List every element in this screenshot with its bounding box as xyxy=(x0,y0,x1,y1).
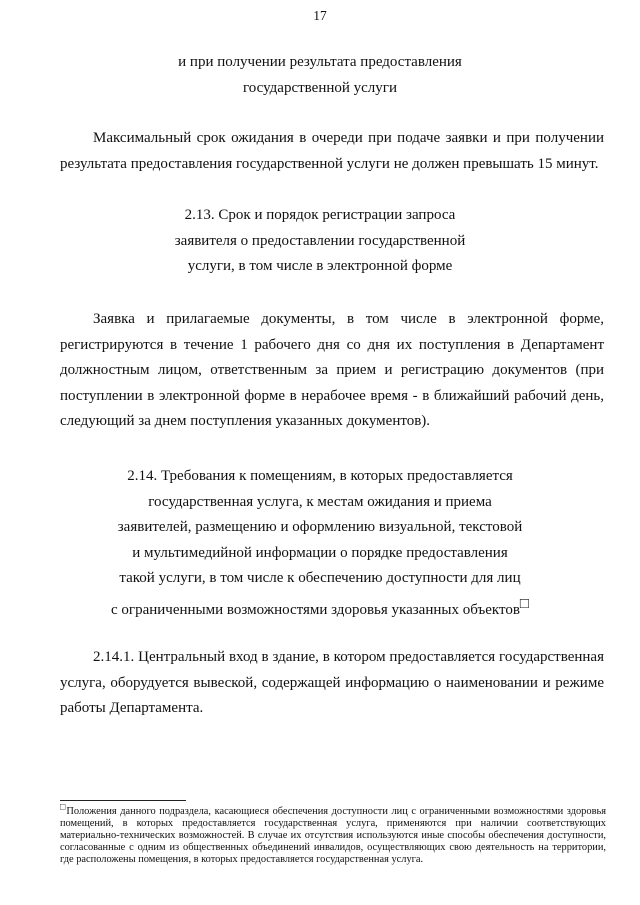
heading-line: и мультимедийной информации о порядке предоставления xyxy=(132,544,508,561)
footnote-reference-marker: □ xyxy=(519,595,529,612)
heading-line-text: с ограниченными возможностями здоровья указанных объектов xyxy=(111,601,520,618)
heading-line: 2.14. Требования к помещениям, в которых предоставляется xyxy=(127,468,513,484)
page-number: 17 xyxy=(313,8,327,23)
paragraph-registration: Заявка и прилагаемые документы, в том числе в электронной форме, регистрируются в течение 1 рабочего дня со дня их поступления в Департамент должностным лицом, ответственным за прием и регистрацию документов (при поступлении в электронной форме в нерабочее время - в ближайший рабочий день, следующий за днем поступления указанных документов). xyxy=(60,311,604,429)
heading-line: государственной услуги xyxy=(243,79,397,96)
heading-line: государственная услуга, к местам ожидания и приема xyxy=(148,493,492,510)
section-heading-2-13 xyxy=(60,203,580,280)
section-heading-2-14 xyxy=(60,464,580,623)
section-heading-continued xyxy=(60,50,580,101)
heading-line: услуги, в том числе в электронной форме xyxy=(187,258,453,274)
paragraph-2-14-1-entrance: 2.14.1. Центральный вход в здание, в котором предоставляется государственная услуга, оборудуется вывеской, содержащей информацию о наименовании и режиме работы Департамента. xyxy=(60,649,604,716)
heading-line: заявителя о предоставлении государственной xyxy=(174,232,466,249)
paragraph-max-wait-time: Максимальный срок ожидания в очереди при подаче заявки и при получении результата предоставления государственной услуги не должен превышать 15 минут. xyxy=(60,130,604,172)
footnote-text: Положения данного подраздела, касающиеся обеспечения доступности лиц с ограниченными возможностями здоровья помещений, в которых предоставляется государственная услуга, применяются при наличии соответствующих материально-технических возможностей. В случае их отсутствия используются иные способы обеспечения доступности, согласованные с одним из общественных объединений инвалидов, осуществляющих свою деятельность на территории, где расположены помещения, в которых предоставляется государственная услуга. xyxy=(60,806,607,866)
heading-line: 2.13. Срок и порядок регистрации запроса xyxy=(184,207,456,223)
heading-line: такой услуги, в том числе к обеспечению доступности для лиц xyxy=(119,570,521,586)
footnote xyxy=(60,801,607,866)
footnote-divider xyxy=(60,800,186,801)
heading-line: заявителей, размещению и оформлению визуальной, текстовой xyxy=(117,519,523,535)
heading-line-last xyxy=(60,592,580,624)
footnote-marker: □ xyxy=(60,801,67,812)
heading-line: и при получении результата предоставления xyxy=(178,54,462,70)
